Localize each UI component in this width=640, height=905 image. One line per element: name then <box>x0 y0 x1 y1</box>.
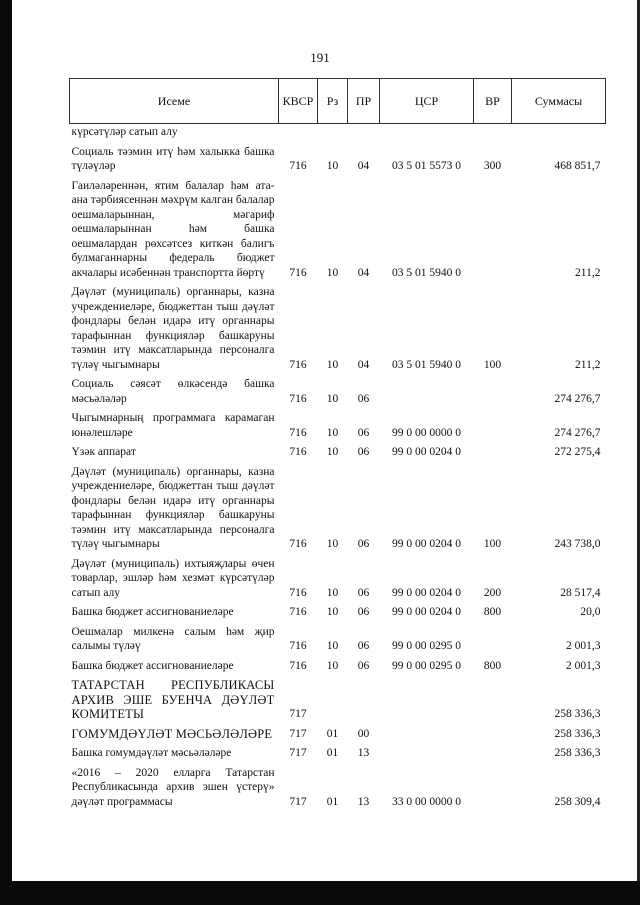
cell-sum: 468 851,7 <box>554 160 601 172</box>
cell-vr <box>474 175 512 282</box>
cell-name: Башка бюджет ассигнованиеләре <box>71 606 234 618</box>
cell-rz: 10 <box>326 266 339 279</box>
cell-pr: 04 <box>357 358 370 371</box>
cell-sum: 211,2 <box>575 358 601 371</box>
cell-csr: 33 0 00 0000 0 <box>392 795 461 808</box>
cell-kvsr: 717 <box>289 727 307 740</box>
cell-rz: 10 <box>326 606 339 618</box>
cell-vr: 800 <box>483 659 502 672</box>
cell-pr: 13 <box>357 795 370 808</box>
table-row <box>70 281 606 373</box>
cell-sum <box>512 124 606 141</box>
table-row <box>70 655 606 675</box>
column-header-csr: ЦСР <box>380 79 474 124</box>
cell-name: Гаиләләреннән, ятим балалар һәм ата-ана тәрбиясеннән мәхрүм калган балалар оешмаларыннан, мәгариф оешмаларыннан һәм башка оешмалардан рөхсәтсез киткән балигъ булмаганнарны федераль бюджет акчалары исәбеннән транспортта йөртү <box>71 179 275 279</box>
cell-kvsr: 716 <box>289 640 307 652</box>
scan-left-edge <box>0 0 12 905</box>
cell-vr <box>474 762 512 811</box>
table-row <box>70 553 606 602</box>
cell-vr: 200 <box>483 586 502 599</box>
cell-csr <box>380 742 474 762</box>
cell-csr: 99 0 00 0204 0 <box>392 446 461 458</box>
table-row <box>70 407 606 441</box>
cell-vr <box>474 373 512 407</box>
cell-pr: 00 <box>357 727 370 740</box>
cell-sum: 20,0 <box>580 606 601 618</box>
cell-rz: 01 <box>326 727 339 740</box>
cell-csr: 99 0 00 0204 0 <box>392 538 461 550</box>
cell-kvsr: 716 <box>289 160 307 172</box>
cell-name: Оешмалар милкенә салым һәм җир салымы түләү <box>71 625 275 652</box>
cell-rz <box>318 674 348 723</box>
column-header-vr: ВР <box>474 79 512 124</box>
cell-kvsr <box>279 124 318 141</box>
table-row <box>70 742 606 762</box>
cell-kvsr: 716 <box>289 426 307 439</box>
table-body <box>70 124 606 811</box>
cell-rz: 10 <box>326 640 339 652</box>
cell-rz: 10 <box>326 538 339 550</box>
table-row <box>70 601 606 621</box>
cell-sum: 2 001,3 <box>566 659 601 672</box>
table-row <box>70 441 606 461</box>
cell-rz: 01 <box>326 795 339 808</box>
cell-pr: 13 <box>357 747 370 759</box>
cell-kvsr: 717 <box>289 708 307 720</box>
cell-kvsr: 717 <box>289 747 307 759</box>
cell-vr <box>474 723 512 743</box>
cell-csr <box>380 373 474 407</box>
cell-sum: 274 276,7 <box>554 426 601 439</box>
column-header-kvsr: КВСР <box>279 79 318 124</box>
cell-vr: 300 <box>483 160 502 172</box>
cell-sum: 258 309,4 <box>554 795 601 808</box>
cell-name: Чыгымнарның программага карамаган юнәлешләре <box>71 412 275 439</box>
cell-vr <box>474 742 512 762</box>
cell-name: Башка гомумдәүләт мәсьәләләре <box>71 747 232 759</box>
cell-sum: 272 275,4 <box>554 446 601 458</box>
cell-name: күрсәтүләр сатып алу <box>71 126 178 138</box>
cell-kvsr: 716 <box>289 659 307 672</box>
cell-pr: 06 <box>357 392 370 405</box>
cell-name: Социаль сәясәт өлкәсендә башка мәсьәләләр <box>71 378 275 405</box>
cell-rz: 10 <box>326 358 339 371</box>
cell-csr: 03 5 01 5573 0 <box>392 160 461 172</box>
budget-table <box>69 78 606 810</box>
cell-csr: 99 0 00 0295 0 <box>392 659 461 672</box>
cell-pr: 06 <box>357 538 370 550</box>
cell-name: Дәүләт (муниципаль) органнары, казна учреждениеләре, бюджеттан тыш дәүләт фондлары белән идарә итү органнары тарафыннан функцияләр башкаруны тәэмин итү максатларында персоналга түләү чыгымнары <box>71 465 275 550</box>
cell-rz <box>318 124 348 141</box>
cell-name: Үзәк аппарат <box>71 446 136 458</box>
cell-sum: 258 336,3 <box>554 708 601 720</box>
cell-vr: 800 <box>483 606 502 618</box>
cell-pr: 06 <box>357 426 370 439</box>
cell-name: «2016 – 2020 елларга Татарстан Республикасында архив эшен үстерү» дәүләт программасы <box>71 766 275 808</box>
column-header-name: Исеме <box>70 79 279 124</box>
column-header-sum: Суммасы <box>512 79 606 124</box>
page-number: 191 <box>310 50 330 65</box>
cell-csr <box>380 674 474 723</box>
cell-rz: 10 <box>326 659 339 672</box>
column-header-pr: ПР <box>348 79 380 124</box>
cell-vr <box>474 407 512 441</box>
table-row <box>70 141 606 175</box>
cell-pr: 06 <box>357 640 370 652</box>
cell-rz: 10 <box>326 392 339 405</box>
table-header-row <box>70 79 606 124</box>
cell-name: ТАТАРСТАН РЕСПУБЛИКАСЫ АРХИВ ЭШЕ БУЕНЧА ДӘҮЛӘТ КОМИТЕТЫ <box>71 678 275 721</box>
cell-rz: 10 <box>326 446 339 458</box>
cell-name: Дәүләт (муниципаль) ихтыяҗлары өчен товарлар, эшләр һәм хезмәт күрсәтүләр сатып алу <box>71 557 275 599</box>
table-row <box>70 373 606 407</box>
cell-vr <box>474 674 512 723</box>
cell-sum: 258 336,3 <box>554 747 601 759</box>
cell-name: Башка бюджет ассигнованиеләре <box>71 659 234 672</box>
cell-vr <box>474 621 512 655</box>
cell-rz: 10 <box>326 426 339 439</box>
cell-sum: 258 336,3 <box>554 727 601 740</box>
cell-csr: 99 0 00 0000 0 <box>392 426 461 439</box>
cell-pr: 06 <box>357 446 370 458</box>
cell-sum: 274 276,7 <box>554 392 601 405</box>
table-row <box>70 674 606 723</box>
cell-pr: 04 <box>357 266 370 279</box>
cell-csr: 03 5 01 5940 0 <box>392 358 461 371</box>
cell-vr <box>474 124 512 141</box>
cell-kvsr: 716 <box>289 606 307 618</box>
cell-sum: 28 517,4 <box>560 586 601 599</box>
cell-sum: 211,2 <box>575 266 601 279</box>
cell-vr: 100 <box>483 358 502 371</box>
cell-rz: 10 <box>326 160 339 172</box>
cell-name: Социаль тәэмин итү һәм халыкка башка түләүләр <box>71 145 275 172</box>
cell-vr <box>474 441 512 461</box>
cell-pr <box>348 674 380 723</box>
cell-kvsr: 716 <box>289 266 307 279</box>
cell-csr: 99 0 00 0295 0 <box>392 640 461 652</box>
cell-kvsr: 717 <box>289 795 307 808</box>
scan-bottom-edge <box>0 881 640 905</box>
cell-kvsr: 716 <box>289 538 307 550</box>
table-row <box>70 175 606 282</box>
cell-rz: 01 <box>326 747 339 759</box>
cell-kvsr: 716 <box>289 358 307 371</box>
table-row <box>70 461 606 553</box>
table-row <box>70 723 606 743</box>
cell-csr: 03 5 01 5940 0 <box>392 266 461 279</box>
cell-kvsr: 716 <box>289 392 307 405</box>
cell-kvsr: 716 <box>289 586 307 599</box>
cell-pr: 06 <box>357 659 370 672</box>
cell-name: ГОМУМДӘҮЛӘТ МӘСЬӘЛӘЛӘРЕ <box>71 726 273 741</box>
cell-name: Дәүләт (муниципаль) органнары, казна учреждениеләре, бюджеттан тыш дәүләт фондлары белән идарә итү органнары тарафыннан функцияләр башкаруны тәэмин итү максатларында персоналга түләү чыгымнары <box>71 286 275 371</box>
cell-kvsr: 716 <box>289 446 307 458</box>
table-row <box>70 762 606 811</box>
cell-sum: 2 001,3 <box>566 640 601 652</box>
table-row <box>70 124 606 141</box>
cell-pr: 06 <box>357 606 370 618</box>
cell-pr: 06 <box>357 586 370 599</box>
cell-pr <box>348 124 380 141</box>
column-header-rz: Рз <box>318 79 348 124</box>
cell-csr <box>380 124 474 141</box>
cell-csr: 99 0 00 0204 0 <box>392 606 461 618</box>
cell-csr <box>380 723 474 743</box>
cell-vr: 100 <box>483 538 502 550</box>
cell-rz: 10 <box>326 586 339 599</box>
table-row <box>70 621 606 655</box>
cell-pr: 04 <box>357 160 370 172</box>
cell-sum: 243 738,0 <box>554 538 601 550</box>
cell-csr: 99 0 00 0204 0 <box>392 586 461 599</box>
